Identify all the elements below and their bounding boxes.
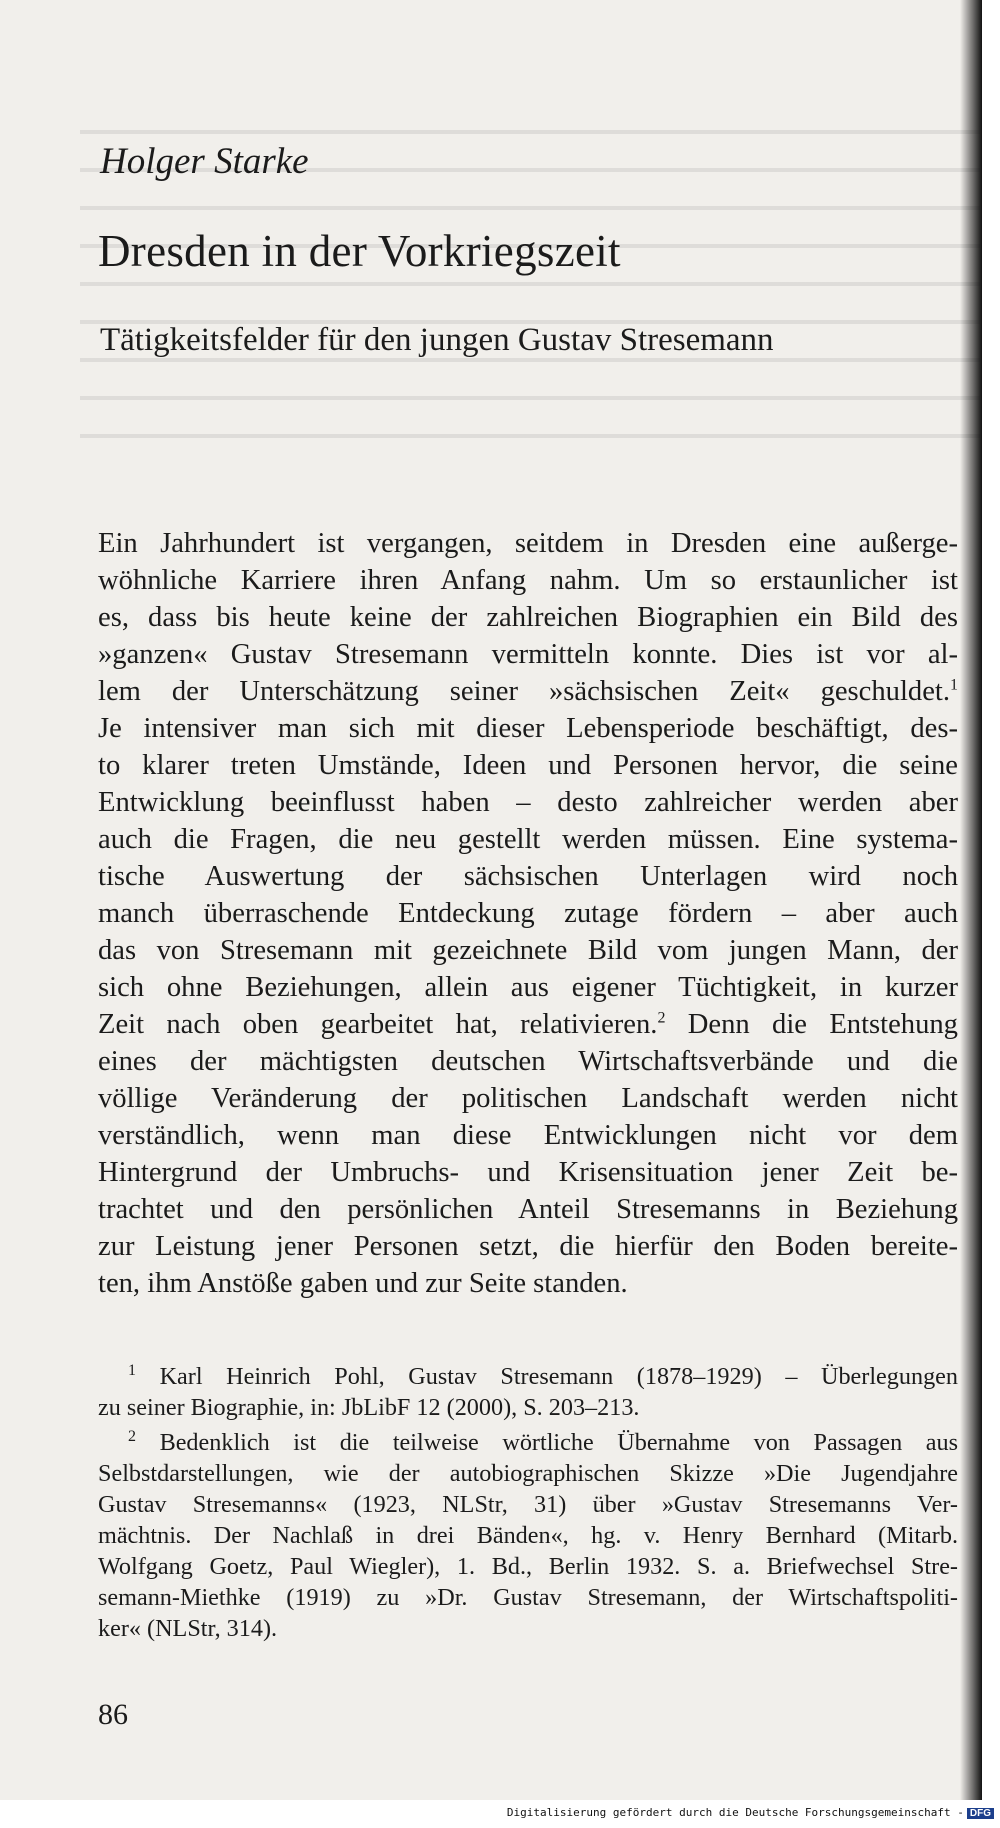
- body-line: eines der mächtigsten deutschen Wirtschaftsverbände und die: [98, 1046, 958, 1077]
- digitization-credit: [507, 1806, 994, 1819]
- footnote-ref-1[interactable]: 1: [950, 676, 958, 694]
- body-line: wöhnliche Karriere ihren Anfang nahm. Um so erstaunlicher ist: [98, 565, 958, 596]
- footnotes: [98, 1361, 958, 1648]
- footnote-line-text: Karl Heinrich Pohl, Gustav Stresemann (1878–1929) – Überlegungen: [136, 1363, 958, 1390]
- footnote-line: ker« (NLStr, 314).: [98, 1615, 278, 1642]
- body-line: Ein Jahrhundert ist vergangen, seitdem in Dresden eine außerge-: [98, 528, 958, 559]
- footnote-1: [98, 1361, 958, 1423]
- body-line: sich ohne Beziehungen, allein aus eigener Tüchtigkeit, in kurzer: [98, 972, 958, 1003]
- chapter-title: Dresden in der Vorkriegszeit: [98, 226, 621, 276]
- body-line-text: lem der Unterschätzung seiner »sächsischen Zeit« geschuldet.: [98, 676, 950, 707]
- body-line-with-note: [98, 1006, 958, 1043]
- credit-text: Digitalisierung gefördert durch die Deutsche Forschungsgemeinschaft -: [506, 1806, 964, 1819]
- chapter-subtitle: Tätigkeitsfelder für den jungen Gustav Stresemann: [100, 322, 774, 358]
- body-line: auch die Fragen, die neu gestellt werden müssen. Eine systema-: [98, 824, 958, 855]
- footnote-line: mächtnis. Der Nachlaß in drei Bänden«, hg. v. Henry Bernhard (Mitarb.: [98, 1522, 958, 1549]
- footnote-ref-2[interactable]: 2: [657, 1009, 666, 1027]
- page-number: 86: [98, 1698, 128, 1731]
- footnote-line: Selbstdarstellungen, wie der autobiographischen Skizze »Die Jugendjahre: [98, 1460, 958, 1487]
- footnote-line-text: Bedenklich ist die teilweise wörtliche Übernahme von Passagen aus: [136, 1429, 958, 1456]
- body-line: »ganzen« Gustav Stresemann vermitteln konnte. Dies ist vor al-: [98, 639, 958, 670]
- body-line: Entwicklung beeinflusst haben – desto zahlreicher werden aber: [98, 787, 958, 818]
- footnote-line: Gustav Stresemanns« (1923, NLStr, 31) über »Gustav Stresemanns Ver-: [98, 1491, 958, 1518]
- body-line: es, dass bis heute keine der zahlreichen Biographien ein Bild des: [98, 602, 958, 633]
- body-line-with-note: [98, 673, 958, 710]
- body-line: verständlich, wenn man diese Entwicklungen nicht vor dem: [98, 1120, 958, 1151]
- footnote-number: 2: [128, 1427, 136, 1445]
- body-line: zur Leistung jener Personen setzt, die hierfür den Boden bereite-: [98, 1231, 958, 1262]
- footnote-line: zu seiner Biographie, in: JbLibF 12 (2000), S. 203–213.: [98, 1394, 640, 1421]
- author-name: Holger Starke: [100, 141, 309, 182]
- footnote-2: [98, 1427, 958, 1644]
- footnote-line: [98, 1361, 958, 1392]
- body-paragraph: [98, 525, 958, 1302]
- body-line: tische Auswertung der sächsischen Unterlagen wird noch: [98, 861, 958, 892]
- body-line-text: Zeit nach oben gearbeitet hat, relativieren.: [98, 1009, 658, 1040]
- page-edge-shadow: [960, 0, 982, 1800]
- body-line: trachtet und den persönlichen Anteil Stresemanns in Beziehung: [98, 1194, 958, 1225]
- footnote-line: Wolfgang Goetz, Paul Wiegler), 1. Bd., Berlin 1932. S. a. Briefwechsel Stre-: [98, 1553, 958, 1580]
- footnote-line: semann-Miethke (1919) zu »Dr. Gustav Stresemann, der Wirtschaftspoliti-: [98, 1584, 958, 1611]
- footnote-line: [98, 1427, 958, 1458]
- body-line: völlige Veränderung der politischen Landschaft werden nicht: [98, 1083, 958, 1114]
- body-line: Je intensiver man sich mit dieser Lebensperiode beschäftigt, des-: [98, 713, 958, 744]
- body-line: ten, ihm Anstöße gaben und zur Seite standen.: [98, 1268, 628, 1299]
- footnote-number: 1: [128, 1361, 136, 1379]
- dfg-logo-icon: DFG: [967, 1808, 994, 1819]
- body-line: das von Stresemann mit gezeichnete Bild vom jungen Mann, der: [98, 935, 958, 966]
- body-line: to klarer treten Umstände, Ideen und Personen hervor, die seine: [98, 750, 958, 781]
- body-line-text: Denn die Entstehung: [665, 1009, 958, 1040]
- body-line: Hintergrund der Umbruchs- und Krisensituation jener Zeit be-: [98, 1157, 958, 1188]
- body-line: manch überraschende Entdeckung zutage fördern – aber auch: [98, 898, 958, 929]
